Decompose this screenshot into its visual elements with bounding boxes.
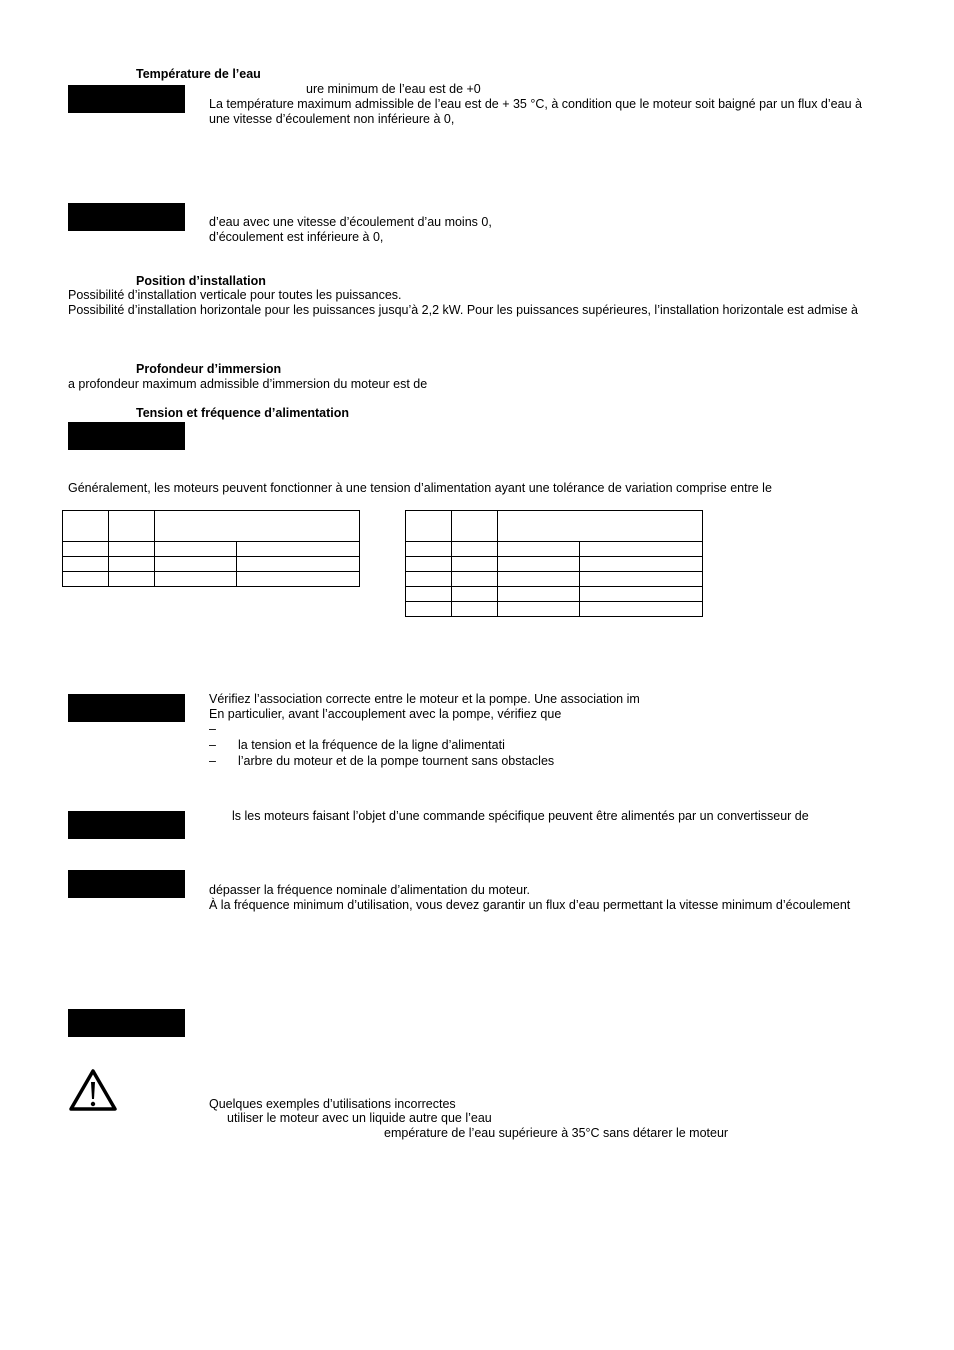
voltage-table-right	[405, 510, 703, 617]
text-line: utiliser le moteur avec un liquide autre que l’eau	[227, 1111, 492, 1125]
text-line: Généralement, les moteurs peuvent fonctionner à une tension d’alimentation ayant une tolérance de variation comprise entre le	[68, 481, 772, 495]
section-heading-installation: Position d’installation	[136, 274, 266, 288]
text-line: La température maximum admissible de l’eau est de + 35 °C, à condition que le moteur soit baigné par un flux d’eau à	[209, 97, 862, 111]
text-line: d’eau avec une vitesse d’écoulement d’au moins 0,	[209, 215, 492, 229]
list-item: l’arbre du moteur et de la pompe tournent sans obstacles	[238, 754, 555, 768]
redacted-block	[68, 85, 185, 113]
list-dash: –	[209, 722, 216, 736]
text-line: ure minimum de l’eau est de +0	[306, 82, 481, 96]
list-item: la tension et la fréquence de la ligne d’alimentati	[238, 738, 505, 752]
text-line: une vitesse d’écoulement non inférieure à 0,	[209, 112, 455, 126]
text-line: d’écoulement est inférieure à 0,	[209, 230, 384, 244]
voltage-table-left	[62, 510, 360, 587]
redacted-block	[68, 811, 185, 839]
text-line: dépasser la fréquence nominale d’alimentation du moteur.	[209, 883, 531, 897]
section-heading-immersion: Profondeur d’immersion	[136, 362, 282, 376]
warning-icon	[68, 1068, 118, 1112]
redacted-block	[68, 870, 185, 898]
text-line: Possibilité d’installation verticale pour toutes les puissances.	[68, 288, 402, 302]
text-line: À la fréquence minimum d’utilisation, vous devez garantir un flux d’eau permettant la vitesse minimum d’écoulement	[209, 898, 851, 912]
list-dash: –	[209, 754, 216, 768]
text-line: Vérifiez l’association correcte entre le moteur et la pompe. Une association im	[209, 692, 640, 706]
redacted-block	[68, 1009, 185, 1037]
text-line: En particulier, avant l’accouplement avec la pompe, vérifiez que	[209, 707, 562, 721]
section-heading-voltage: Tension et fréquence d’alimentation	[136, 406, 349, 420]
redacted-block	[68, 694, 185, 722]
list-dash: –	[209, 738, 216, 752]
text-line: ls les moteurs faisant l’objet d’une commande spécifique peuvent être alimentés par un convertisseur de	[232, 809, 809, 823]
text-line: a profondeur maximum admissible d’immersion du moteur est de	[68, 377, 428, 391]
redacted-block	[68, 203, 185, 231]
redacted-block	[68, 422, 185, 450]
text-line: Possibilité d’installation horizontale pour les puissances jusqu’à 2,2 kW. Pour les puissances supérieures, l’installation horizontale est admise à	[68, 303, 859, 317]
text-line: Quelques exemples d’utilisations incorrectes	[209, 1097, 456, 1111]
text-line: empérature de l’eau supérieure à 35°C sans détarer le moteur	[384, 1126, 729, 1140]
section-heading-temperature: Température de l’eau	[136, 67, 261, 81]
